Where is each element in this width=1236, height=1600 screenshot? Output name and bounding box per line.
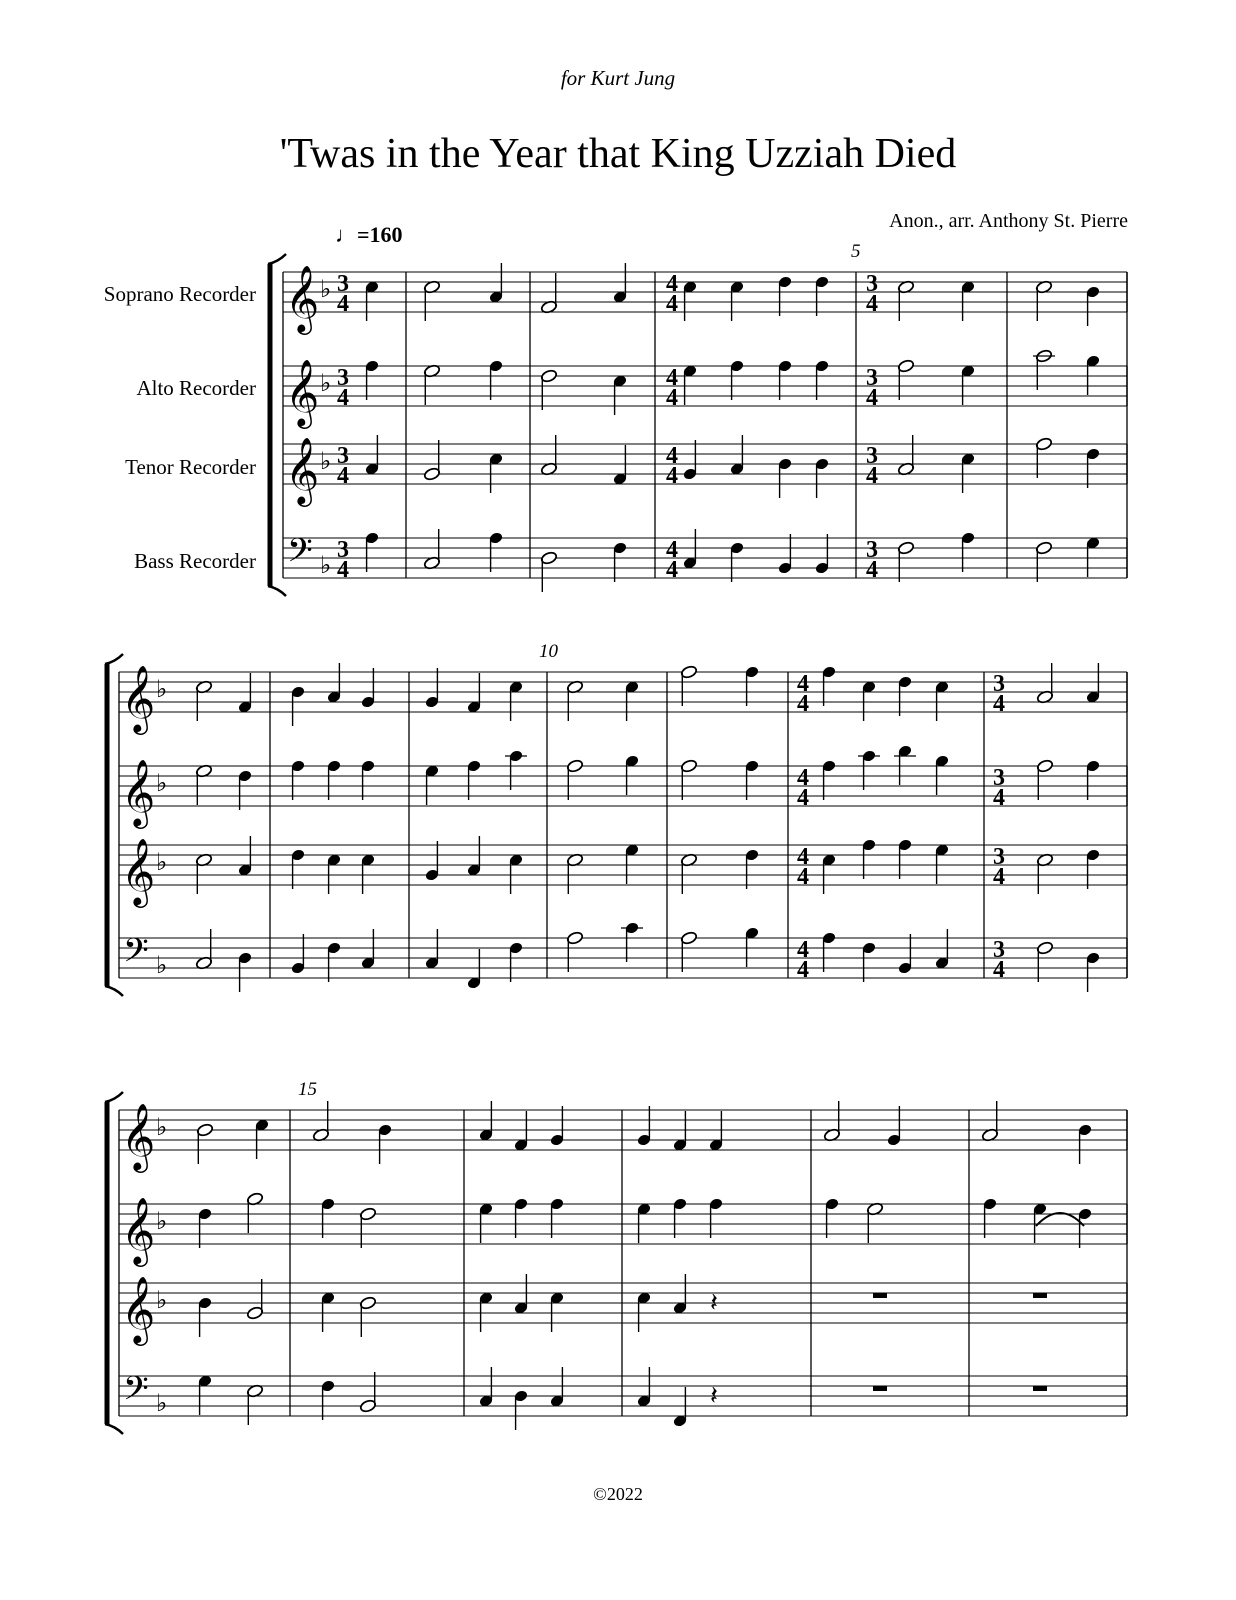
system-1-staff-3-key-flat-icon: ♭ bbox=[320, 449, 332, 475]
measure-number-10: 10 bbox=[539, 641, 558, 662]
system-1-staff-3-time-signature-2-top: 4 bbox=[666, 443, 678, 469]
quarter-note-icon: ♩ bbox=[335, 222, 357, 247]
system-2-staff-1-time-signature-2-top: 3 bbox=[993, 671, 1005, 697]
system-1-staff-2-key-flat-icon: ♭ bbox=[320, 371, 332, 397]
system-2-staff-2-time-signature-1-top: 4 bbox=[797, 765, 809, 791]
system-2-staff-1-time-signature-2-bottom: 4 bbox=[993, 691, 1005, 717]
system-2-bracket-bottom bbox=[105, 986, 123, 996]
instrument-label-soprano: Soprano Recorder bbox=[103, 282, 256, 306]
system-1-staff-4-time-signature-1-bottom: 4 bbox=[337, 557, 349, 583]
system-1-staff-4-time-signature-2-top: 4 bbox=[666, 537, 678, 563]
system-1-staff-4-key-flat-icon: ♭ bbox=[320, 553, 332, 579]
system-2-bracket-top bbox=[105, 654, 123, 664]
copyright: ©2022 bbox=[593, 1484, 643, 1504]
system-1-staff-3-time-signature-2-bottom: 4 bbox=[666, 463, 678, 489]
measure-number-15: 15 bbox=[298, 1079, 317, 1100]
system-2-staff-4-bass-clef-icon: 𝄢 bbox=[123, 932, 149, 977]
system-1-staff-4-bass-clef-icon: 𝄢 bbox=[287, 532, 313, 577]
system-1-staff-2-time-signature-3-bottom: 4 bbox=[866, 385, 878, 411]
system-3-staff-4-key-flat-icon: ♭ bbox=[156, 1391, 168, 1417]
page-title: 'Twas in the Year that King Uzziah Died bbox=[279, 131, 957, 177]
system-2-staff-3-time-signature-2-bottom: 4 bbox=[993, 864, 1005, 890]
system-3-staff-1-key-flat-icon: ♭ bbox=[156, 1115, 168, 1141]
measure-number-5: 5 bbox=[851, 241, 861, 262]
system-1-staff-2-treble-clef-icon: 𝄞 bbox=[285, 360, 320, 425]
system-1-staff-4-time-signature-2-bottom: 4 bbox=[666, 557, 678, 583]
system-1-bracket-top bbox=[268, 254, 286, 264]
system-1-staff-1-key-flat-icon: ♭ bbox=[320, 277, 332, 303]
system-2-staff-3-treble-clef-icon: 𝄞 bbox=[121, 839, 156, 904]
system-3-staff-4-bass-clef-icon: 𝄢 bbox=[123, 1370, 149, 1415]
system-2-staff-4-time-signature-1-bottom: 4 bbox=[797, 957, 809, 983]
system-1-staff-4-time-signature-1-top: 3 bbox=[337, 537, 349, 563]
system-3-staff-4-rest bbox=[873, 1386, 887, 1391]
system-2-staff-4-time-signature-1-top: 4 bbox=[797, 937, 809, 963]
system-1-staff-3-time-signature-1-top: 3 bbox=[337, 443, 349, 469]
system-1-staff-1-time-signature-2-bottom: 4 bbox=[666, 291, 678, 317]
system-1-staff-3-treble-clef-icon: 𝄞 bbox=[285, 438, 320, 503]
system-3-staff-3-rest bbox=[1033, 1293, 1047, 1298]
system-3-bracket-top bbox=[105, 1092, 123, 1102]
system-2-staff-4-time-signature-2-top: 3 bbox=[993, 937, 1005, 963]
system-1-staff-2-time-signature-2-bottom: 4 bbox=[666, 385, 678, 411]
system-2-staff-3-time-signature-1-top: 4 bbox=[797, 844, 809, 870]
system-3-staff-3-treble-clef-icon: 𝄞 bbox=[121, 1277, 156, 1342]
system-1-staff-2-time-signature-3-top: 3 bbox=[866, 365, 878, 391]
system-2-staff-1-treble-clef-icon: 𝄞 bbox=[121, 666, 156, 731]
composer-credit: Anon., arr. Anthony St. Pierre bbox=[889, 210, 1128, 232]
system-1-staff-1-time-signature-2-top: 4 bbox=[666, 271, 678, 297]
system-3-bracket-bottom bbox=[105, 1424, 123, 1434]
system-2-staff-3-key-flat-icon: ♭ bbox=[156, 850, 168, 876]
system-1-staff-4-time-signature-3-bottom: 4 bbox=[866, 557, 878, 583]
system-1-bracket-bottom bbox=[268, 586, 286, 596]
system-1-staff-3-time-signature-3-top: 3 bbox=[866, 443, 878, 469]
system-3-staff-3-rest bbox=[873, 1293, 887, 1298]
system-1-staff-3-time-signature-3-bottom: 4 bbox=[866, 463, 878, 489]
system-1-staff-1-time-signature-1-bottom: 4 bbox=[337, 291, 349, 317]
instrument-label-alto: Alto Recorder bbox=[136, 376, 256, 400]
system-1-staff-1-time-signature-1-top: 3 bbox=[337, 271, 349, 297]
system-2-staff-1-key-flat-icon: ♭ bbox=[156, 677, 168, 703]
system-2-staff-2-time-signature-1-bottom: 4 bbox=[797, 785, 809, 811]
tempo-bpm: =160 bbox=[357, 222, 403, 247]
instrument-label-bass: Bass Recorder bbox=[134, 549, 256, 573]
system-1-staff-1-time-signature-3-bottom: 4 bbox=[866, 291, 878, 317]
system-1-staff-2-time-signature-1-top: 3 bbox=[337, 365, 349, 391]
system-3-staff-2-treble-clef-icon: 𝄞 bbox=[121, 1198, 156, 1263]
system-1-staff-2-time-signature-1-bottom: 4 bbox=[337, 385, 349, 411]
system-3-staff-3-key-flat-icon: ♭ bbox=[156, 1288, 168, 1314]
system-1-staff-2-time-signature-2-top: 4 bbox=[666, 365, 678, 391]
system-2-staff-1-time-signature-1-bottom: 4 bbox=[797, 691, 809, 717]
system-3-staff-4-rest bbox=[1033, 1386, 1047, 1391]
system-2-staff-2-treble-clef-icon: 𝄞 bbox=[121, 760, 156, 825]
system-3-staff-1-treble-clef-icon: 𝄞 bbox=[121, 1104, 156, 1169]
system-2-staff-1-time-signature-1-top: 4 bbox=[797, 671, 809, 697]
system-1-staff-1-time-signature-3-top: 3 bbox=[866, 271, 878, 297]
system-2-staff-4-key-flat-icon: ♭ bbox=[156, 953, 168, 979]
system-1-staff-3-time-signature-1-bottom: 4 bbox=[337, 463, 349, 489]
system-3-staff-4-rest: 𝄽 bbox=[710, 1381, 718, 1410]
system-2-staff-2-time-signature-2-top: 3 bbox=[993, 765, 1005, 791]
system-2-staff-3-time-signature-1-bottom: 4 bbox=[797, 864, 809, 890]
system-3-staff-3-rest: 𝄽 bbox=[710, 1288, 718, 1317]
system-2-staff-2-time-signature-2-bottom: 4 bbox=[993, 785, 1005, 811]
system-3-staff-2-key-flat-icon: ♭ bbox=[156, 1209, 168, 1235]
system-1-staff-4-time-signature-3-top: 3 bbox=[866, 537, 878, 563]
instrument-label-tenor: Tenor Recorder bbox=[125, 455, 256, 479]
system-2-staff-4-time-signature-2-bottom: 4 bbox=[993, 957, 1005, 983]
system-2-staff-3-time-signature-2-top: 3 bbox=[993, 844, 1005, 870]
system-1-staff-1-treble-clef-icon: 𝄞 bbox=[285, 266, 320, 331]
system-2-staff-2-key-flat-icon: ♭ bbox=[156, 771, 168, 797]
dedication: for Kurt Jung bbox=[560, 66, 676, 90]
